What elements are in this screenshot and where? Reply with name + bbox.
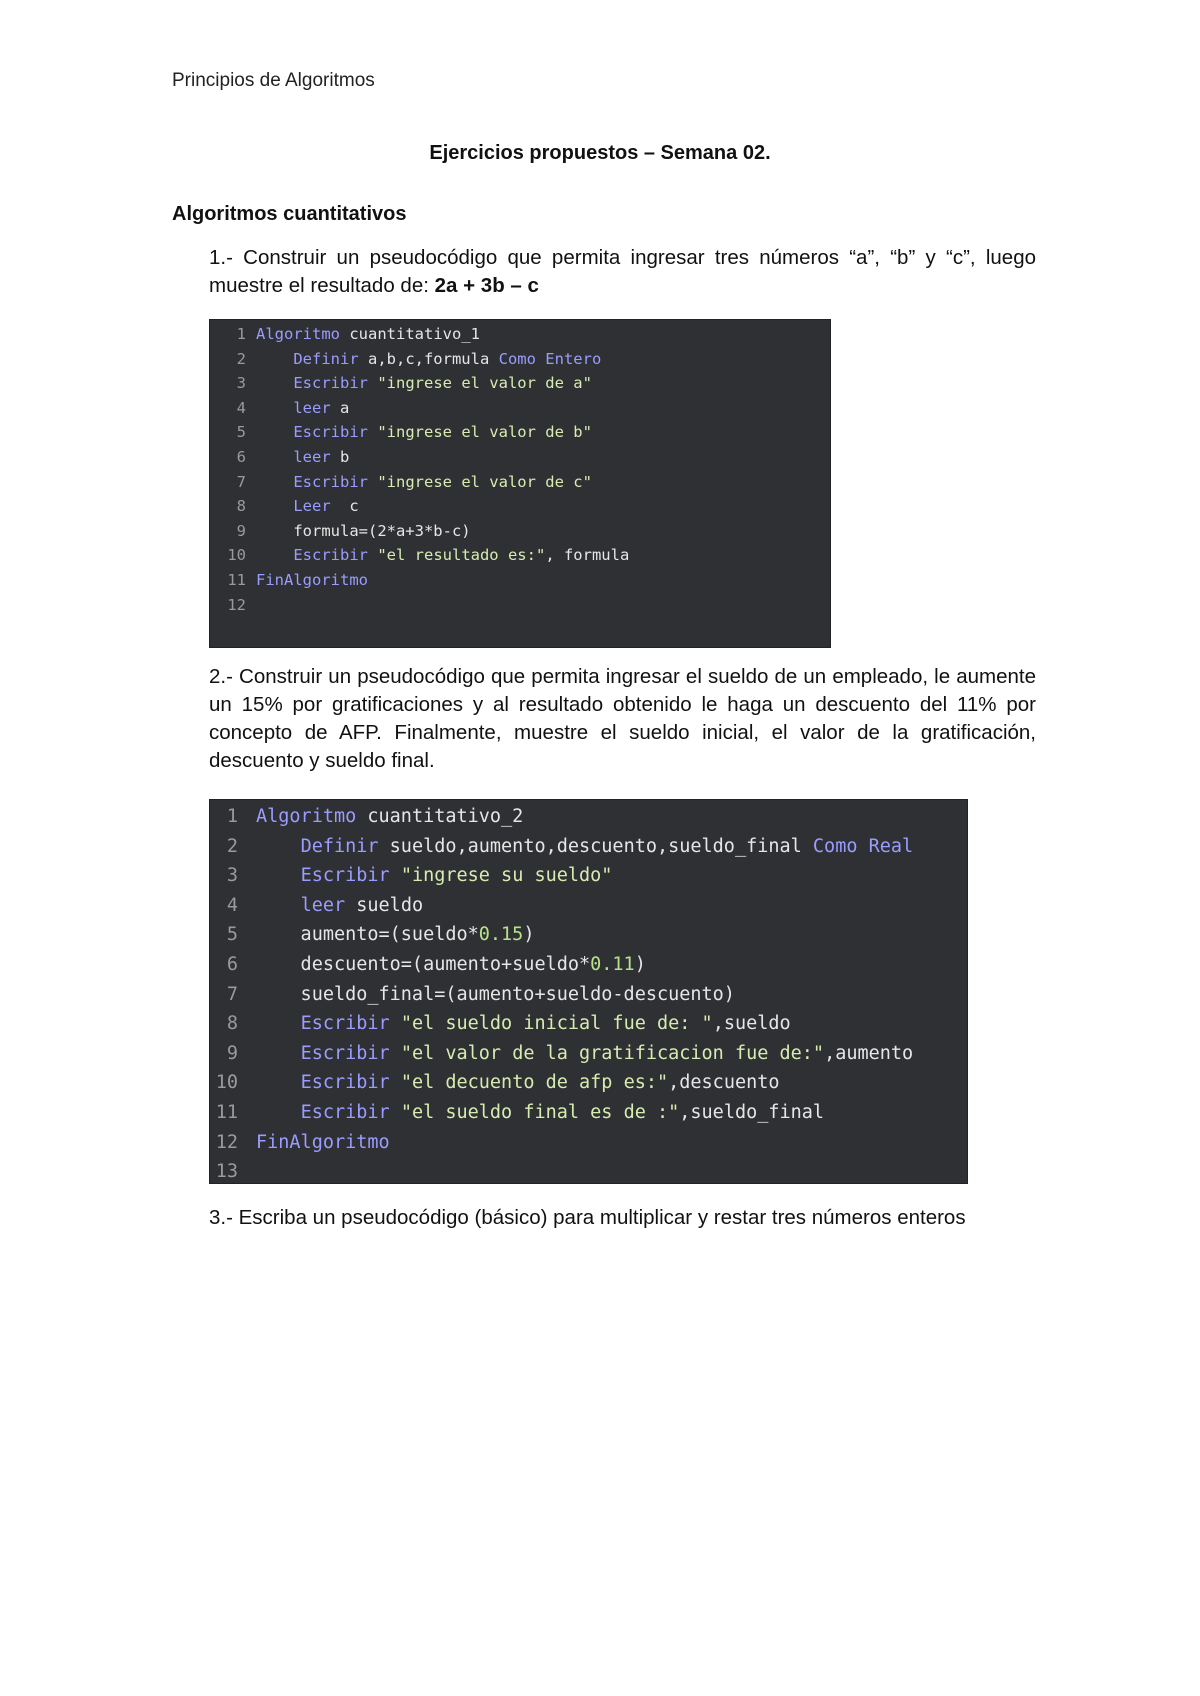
code-line: [210, 371, 830, 396]
code-text: [256, 1009, 791, 1039]
page-header: Principios de Algoritmos: [172, 70, 375, 91]
code-keyword: Algoritmo: [256, 325, 340, 343]
line-number: 8: [226, 1013, 238, 1035]
line-number: 10: [215, 1072, 238, 1094]
code-text: [256, 347, 601, 372]
code-keyword: Algoritmo: [256, 806, 357, 827]
code-line: [210, 861, 967, 891]
code-line: [210, 494, 830, 519]
line-number: 11: [215, 1101, 238, 1123]
line-number: 9: [236, 521, 246, 540]
code-string: "el sueldo final es de :": [400, 1101, 680, 1123]
code-token: ,sueldo: [712, 1013, 791, 1035]
code-text: [256, 494, 359, 519]
code-text: [256, 1068, 780, 1098]
code-token: ,aumento: [824, 1042, 914, 1064]
code-keyword: Escribir: [300, 1013, 390, 1035]
exercise-1-statement: [209, 244, 1036, 300]
code-line: [210, 1157, 967, 1184]
line-number: 9: [226, 1042, 238, 1064]
line-number: 6: [226, 953, 238, 975]
code-line: [210, 1009, 967, 1039]
code-keyword: Leer: [293, 497, 331, 516]
code-token: c: [330, 497, 359, 516]
code-text: [256, 802, 523, 832]
code-token: a: [330, 398, 350, 417]
code-line: [210, 470, 830, 495]
code-text: [256, 1039, 913, 1069]
exercise-3-statement: 3.- Escriba un pseudocódigo (básico) para multiplicar y restar tres números enteros: [209, 1206, 966, 1229]
code-keyword: leer: [293, 447, 331, 466]
code-string: "el sueldo inicial fue de: ": [400, 1013, 713, 1035]
code-text: [256, 371, 592, 396]
code-text: [256, 1128, 390, 1158]
code-token: cuantitativo_1: [340, 325, 480, 343]
code-token: cuantitativo_2: [356, 806, 524, 827]
code-keyword: Escribir: [293, 546, 368, 565]
code-keyword: Escribir: [300, 865, 390, 887]
code-line: [210, 891, 967, 921]
line-number: 11: [227, 570, 246, 589]
code-token: ,sueldo_final: [679, 1101, 825, 1123]
code-token: ): [634, 953, 646, 975]
line-number: 4: [226, 894, 238, 916]
code-keyword: leer: [293, 398, 331, 417]
code-token: [368, 423, 377, 441]
code-text: [256, 420, 592, 445]
code-keyword: Escribir: [293, 374, 368, 393]
code-token: [390, 1013, 401, 1034]
code-keyword: Escribir: [293, 472, 368, 491]
code-text: [256, 980, 735, 1010]
code-token: [256, 423, 293, 441]
code-text: [256, 920, 534, 950]
line-number: 3: [226, 865, 238, 887]
code-token: [256, 1013, 301, 1034]
line-number: 4: [236, 398, 246, 417]
code-line: [210, 1128, 967, 1158]
code-token: [368, 374, 377, 392]
code-token: [256, 473, 293, 491]
code-string: "el resultado es:": [377, 546, 546, 565]
code-text: [256, 543, 629, 568]
code-token: [256, 1102, 301, 1123]
code-line: [210, 802, 967, 832]
code-token: aumento=(sueldo*: [256, 924, 479, 946]
code-token: [256, 895, 301, 916]
code-token: [368, 473, 377, 491]
line-number: 7: [226, 983, 238, 1005]
code-text: [256, 396, 349, 421]
code-text: [256, 322, 480, 347]
code-string: "el valor de la gratificacion fue de:": [400, 1042, 825, 1064]
code-token: , formula: [545, 546, 630, 565]
code-block-2: [209, 799, 968, 1184]
code-token: [256, 836, 301, 857]
line-number: 3: [236, 374, 246, 393]
code-token: sueldo_final=(aumento+sueldo-descuento): [256, 983, 735, 1005]
code-keyword: Definir: [300, 835, 379, 857]
code-token: formula=(2*a+3*b-c): [256, 521, 471, 540]
code-token: [256, 865, 301, 886]
code-token: [256, 497, 293, 515]
code-line: [210, 420, 830, 445]
line-number: 2: [236, 349, 246, 368]
code-keyword: FinAlgoritmo: [256, 1131, 390, 1153]
code-keyword: FinAlgoritmo: [256, 570, 368, 589]
code-token: [368, 546, 377, 564]
code-block-2-lines: [210, 800, 967, 1184]
line-number: 5: [226, 924, 238, 946]
code-line: [210, 920, 967, 950]
code-token: a,b,c,formula: [358, 349, 499, 368]
code-token: [390, 1072, 401, 1093]
code-keyword: leer: [300, 894, 346, 916]
code-token: [390, 865, 401, 886]
code-string: "el decuento de afp es:": [400, 1072, 669, 1094]
code-string: "ingrese el valor de a": [377, 374, 592, 393]
line-number: 1: [236, 325, 246, 343]
code-number: 0.15: [478, 924, 524, 946]
code-token: [256, 546, 293, 564]
code-token: [256, 374, 293, 392]
code-line: [210, 543, 830, 568]
code-token: sueldo: [345, 894, 424, 916]
code-text: [256, 519, 471, 544]
code-text: [256, 470, 592, 495]
code-token: [390, 1043, 401, 1064]
line-number: 5: [236, 423, 246, 442]
code-token: ,descuento: [668, 1072, 780, 1094]
code-token: b: [330, 447, 350, 466]
line-number: 13: [215, 1161, 238, 1183]
code-token: descuento=(aumento+sueldo*: [256, 953, 591, 975]
line-number: 12: [215, 1131, 238, 1153]
line-number: 12: [227, 595, 246, 614]
code-token: ): [523, 924, 535, 946]
code-token: [256, 399, 293, 417]
code-line: [210, 568, 830, 593]
code-keyword: Como Real: [812, 835, 914, 857]
code-token: [256, 1043, 301, 1064]
line-number: 2: [226, 835, 238, 857]
code-keyword: Definir: [293, 349, 359, 368]
code-line: [210, 322, 830, 347]
exercise-1-formula: 2a + 3b – c: [434, 274, 539, 297]
code-line: [210, 950, 967, 980]
code-token: [256, 1072, 301, 1093]
code-text: [256, 1098, 824, 1128]
code-token: [256, 448, 293, 466]
code-block-1: [209, 319, 831, 648]
code-line: [210, 832, 967, 862]
code-keyword: Como Entero: [498, 349, 602, 368]
code-text: [256, 832, 913, 862]
code-line: [210, 1098, 967, 1128]
page-title: Ejercicios propuestos – Semana 02.: [429, 142, 771, 164]
code-text: [256, 891, 423, 921]
code-line: [210, 1039, 967, 1069]
code-token: sueldo,aumento,descuento,sueldo_final: [378, 835, 813, 857]
code-string: "ingrese el valor de c": [377, 472, 592, 491]
code-keyword: Escribir: [300, 1042, 390, 1064]
code-line: [210, 1068, 967, 1098]
code-keyword: Escribir: [293, 423, 368, 442]
code-keyword: Escribir: [300, 1101, 390, 1123]
section-heading: Algoritmos cuantitativos: [172, 203, 407, 225]
line-number: 7: [236, 472, 246, 491]
code-string: "ingrese el valor de b": [377, 423, 592, 442]
code-string: "ingrese su sueldo": [400, 865, 613, 887]
line-number: 6: [236, 447, 246, 466]
line-number: 8: [236, 497, 246, 516]
code-line: [210, 980, 967, 1010]
exercise-2-statement: 2.- Construir un pseudocódigo que permita ingresar el sueldo de un empleado, le aumente un 15% por gratificaciones y al resultado obtenido le haga un descuento del 11% por concepto de AFP. Finalmente, muestre el sueldo inicial, el valor de la gratificación, descuento y sueldo final.: [209, 665, 1036, 772]
code-keyword: Escribir: [300, 1072, 390, 1094]
line-number: 1: [226, 806, 238, 827]
code-line: [210, 347, 830, 372]
code-token: [390, 1102, 401, 1123]
line-number: 10: [227, 546, 246, 565]
code-text: [256, 861, 612, 891]
code-line: [210, 519, 830, 544]
code-text: [256, 568, 368, 593]
code-number: 0.11: [590, 953, 635, 975]
code-token: [256, 350, 293, 368]
exercise-1-text: 1.- Construir un pseudocódigo que permita ingresar tres números “a”, “b” y “c”, luego muestre el resultado de:: [209, 246, 1036, 297]
code-line: [210, 396, 830, 421]
code-text: [256, 950, 646, 980]
code-text: [256, 445, 349, 470]
code-block-1-lines: [210, 320, 830, 617]
code-line: [210, 593, 830, 618]
code-line: [210, 445, 830, 470]
